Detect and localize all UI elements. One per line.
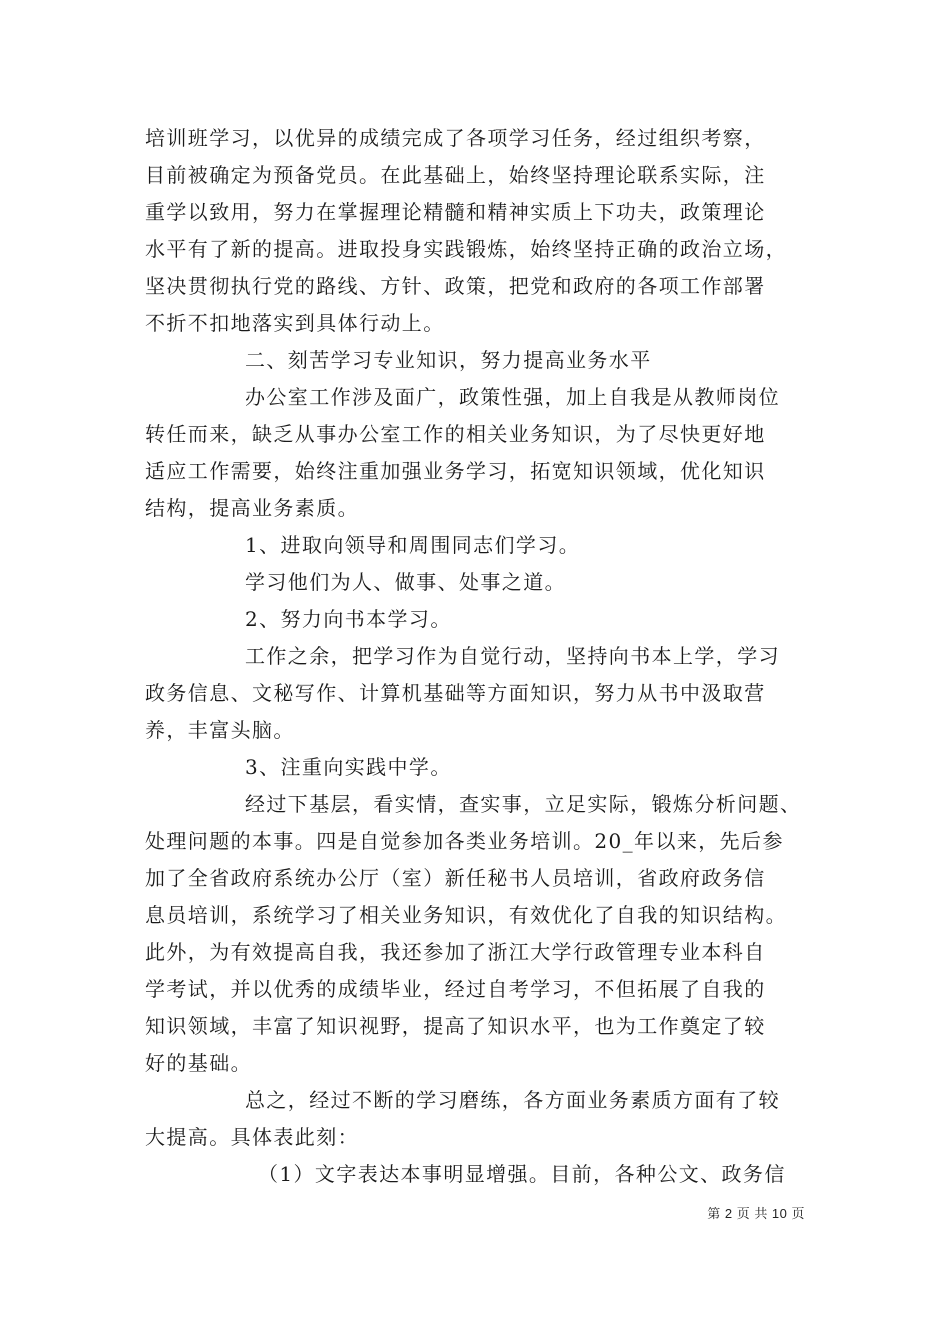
text-line: 总之，经过不断的学习磨练，各方面业务素质方面有了较 — [245, 1088, 780, 1112]
text-line: 息员培训，系统学习了相关业务知识，有效优化了自我的知识结构。 — [145, 903, 787, 927]
document-body — [145, 120, 810, 1193]
section-heading: 二、刻苦学习专业知识，努力提高业务水平 — [245, 348, 652, 372]
text-line: 3、注重向实践中学。 — [245, 755, 452, 779]
text-line: 目前被确定为预备党员。在此基础上，始终坚持理论联系实际，注 — [145, 163, 766, 187]
text-line: 处理问题的本事。四是自觉参加各类业务培训。20_年以来，先后参 — [145, 829, 784, 853]
text-line: 大提高。具体表此刻： — [145, 1125, 359, 1149]
text-line: （1）文字表达本事明显增强。目前，各种公文、政务信 — [258, 1162, 786, 1186]
text-line: 学考试，并以优秀的成绩毕业，经过自考学习，不但拓展了自我的 — [145, 977, 766, 1001]
text-line: 工作之余，把学习作为自觉行动，坚持向书本上学，学习 — [245, 644, 780, 668]
page-number-footer: 第 2 页 共 10 页 — [707, 1206, 805, 1221]
text-line: 经过下基层，看实情，查实事，立足实际，锻炼分析问题、 — [245, 792, 802, 816]
text-line: 2、努力向书本学习。 — [245, 607, 452, 631]
text-line: 培训班学习，以优异的成绩完成了各项学习任务，经过组织考察， — [145, 126, 766, 150]
text-line: 知识领域，丰富了知识视野，提高了知识水平，也为工作奠定了较 — [145, 1014, 766, 1038]
text-line: 办公室工作涉及面广，政策性强，加上自我是从教师岗位 — [245, 385, 780, 409]
text-line: 加了全省政府系统办公厅（室）新任秘书人员培训，省政府政务信 — [145, 866, 766, 890]
text-line: 1、进取向领导和周围同志们学习。 — [245, 533, 581, 557]
text-line: 水平有了新的提高。进取投身实践锻炼，始终坚持正确的政治立场， — [145, 237, 787, 261]
text-line: 此外，为有效提高自我，我还参加了浙江大学行政管理专业本科自 — [145, 940, 766, 964]
text-line: 不折不扣地落实到具体行动上。 — [145, 311, 445, 335]
text-line: 重学以致用，努力在掌握理论精髓和精神实质上下功夫，政策理论 — [145, 200, 766, 224]
text-line: 适应工作需要，始终注重加强业务学习，拓宽知识领域，优化知识 — [145, 459, 766, 483]
text-line: 政务信息、文秘写作、计算机基础等方面知识，努力从书中汲取营 — [145, 681, 766, 705]
text-line: 好的基础。 — [145, 1051, 252, 1075]
text-line: 养，丰富头脑。 — [145, 718, 295, 742]
text-line: 坚决贯彻执行党的路线、方针、政策，把党和政府的各项工作部署 — [145, 274, 766, 298]
text-line: 结构，提高业务素质。 — [145, 496, 359, 520]
text-line: 学习他们为人、做事、处事之道。 — [245, 570, 566, 594]
text-line: 转任而来，缺乏从事办公室工作的相关业务知识，为了尽快更好地 — [145, 422, 766, 446]
